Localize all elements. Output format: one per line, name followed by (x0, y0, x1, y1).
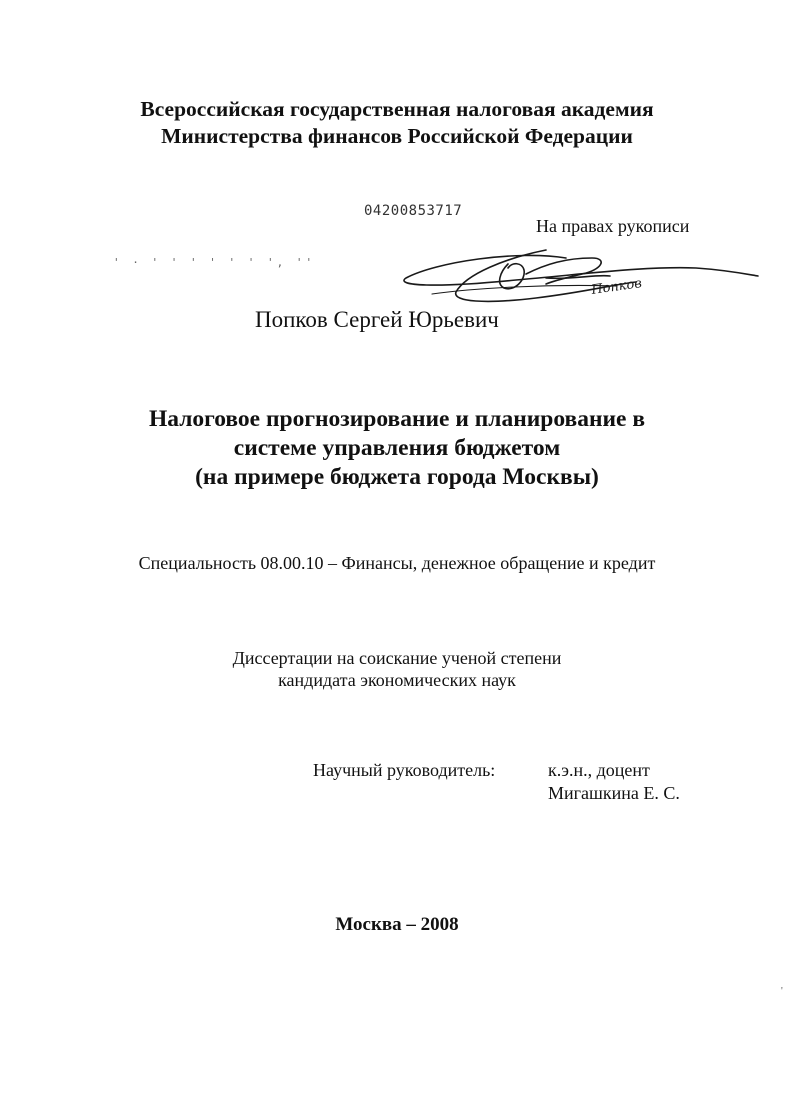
archive-number: 04200853717 (364, 203, 463, 219)
scan-artifact-marks: ' · ' ' ' ' ' ' ', '' (113, 256, 316, 269)
scan-artifact-dot: ' (781, 986, 783, 997)
signature-text: Попков (590, 276, 643, 298)
degree-line-2: кандидата экономических наук (278, 670, 516, 690)
institution-line-2: Министерства финансов Российской Федерации (161, 124, 633, 148)
manuscript-rights-note: На правах рукописи (536, 216, 690, 236)
specialty-line: Специальность 08.00.10 – Финансы, денежное обращение и кредит (138, 553, 656, 573)
supervisor-label: Научный руководитель: (313, 760, 496, 780)
supervisor-name: Мигашкина Е. С. (548, 783, 680, 803)
title-line-2: системе управления бюджетом (233, 435, 561, 461)
author-name: Попков Сергей Юрьевич (255, 307, 499, 332)
title-line-1: Налоговое прогнозирование и планирование в (148, 406, 646, 432)
degree-line-1: Диссертации на соискание ученой степени (232, 648, 562, 668)
institution-name (0, 96, 794, 150)
title-line-3: (на примере бюджета города Москвы) (195, 464, 599, 490)
degree-statement (0, 647, 794, 691)
author-signature-icon (396, 244, 760, 310)
institution-line-1: Всероссийская государственная налоговая академия (140, 97, 654, 121)
city-year: Москва – 2008 (335, 914, 459, 935)
dissertation-title (0, 405, 794, 492)
supervisor-degree: к.э.н., доцент (548, 760, 650, 780)
